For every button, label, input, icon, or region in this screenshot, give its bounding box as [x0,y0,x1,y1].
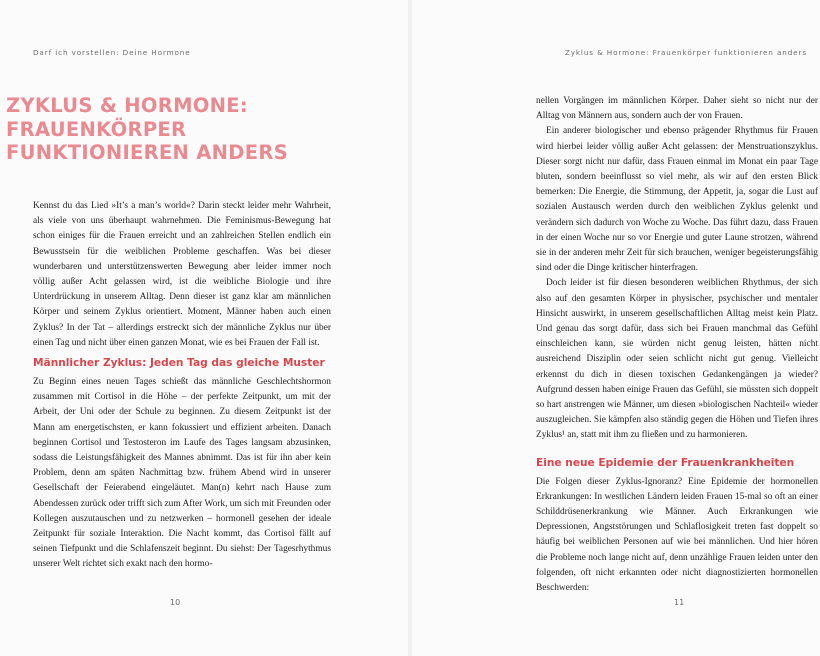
chapter-title-line: FRAUENKÖRPER [6,117,187,141]
rhythm-paragraph: Doch leider ist für diesen besonderen weiblichen Rhythmus, der sich also auf den gesamten Körper in physischer, psychischer und mentaler Hinsicht auswirkt, in unserem gesellschaftlichen Alltag meist kein Platz. Und genau das sorgt dafür, dass sich bei Frauen manchmal das Gefühl einschleichen kann, sie würden nicht genug leisten, hätten nicht ausreichend Disziplin oder seien schlicht nicht gut genug. Vielleicht erkennst du dich in diesen toxischen Gedankengängen ja wieder? Aufgrund dessen haben einige Frauen das Gefühl, sie müssten sich doppelt so hart anstrengen wie Männer, um diesen »biologischen Nachteil« wieder auszugleichen. Sie kämpfen also ständig gegen die Höhen und Tiefen ihres Zyklus¹ an, statt mit ihm zu fließen und zu harmonieren. [536,278,818,441]
right-text-column [536,94,818,596]
chapter-title [6,94,288,165]
section-heading-epidemic: Eine neue Epidemie der Frauenkrankheiten [536,456,795,469]
chapter-title-line: ZYKLUS & HORMONE: [6,94,248,117]
left-page [0,0,408,656]
left-text-column [33,199,331,573]
closing-paragraph: Die Folgen dieser Zyklus-Ignoranz? Eine Epidemie der hormonellen Erkrankungen: In westlichen Ländern leiden Frauen 15-mal so oft an einer Schilddrüsenerkrankung wie Männer. Auch Erkrankungen wie Depressionen, Angststörungen und Schlaflosigkeit treten fast doppelt so häufig bei weiblichen Personen auf wie bei männlichen. Und hier hören die Probleme noch lange nicht auf, denn unzählige Frauen leiden unter den folgenden, oft nicht erkannten oder nicht diagnostizierten hormonellen Beschwerden: [536,476,818,594]
page-number-right: 11 [674,598,685,607]
right-page [412,0,820,656]
body-paragraph: Zu Beginn eines neuen Tages schießt das männliche Geschlechtshormon zusammen mit Cortisol in die Höhe – der perfekte Zeitpunkt, um mit der Arbeit, der Uni oder der Schule zu beginnen. Zu diesem Zeitpunkt ist der Mann am energetischsten, er kann fokussiert und effizient arbeiten. Danach beginnen Cortisol und Testosteron im Laufe des Tages langsam abzusinken, sodass die Leistungsfähigkeit des Mannes abnimmt. Das ist für ihn aber kein Problem, denn am späten Nachmittag bzw. frühem Abend wird in unserer Gesellschaft der Feierabend eingeläutet. Man(n) kehrt nach Hause zum Abendessen zurück oder trifft sich zum After Work, um sich mit Freunden oder Kollegen auszutauschen und zu netzwerken – hormonell gesehen der ideale Zeitpunkt für soziale Interaktion. Die Nacht kommt, das Cortisol fällt auf seinen Tiefpunkt und die Schlafenszeit beginnt. Du siehst: Der Tagesrhythmus unserer Welt richtet sich exakt nach den hormo- [33,377,331,570]
continued-paragraph: nellen Vorgängen im männlichen Körper. Daher sieht so nicht nur der Alltag von Männern aus, sondern auch der von Frauen. [536,96,818,122]
intro-paragraph: Kennst du das Lied »It’s a man’s world«? Darin steckt leider mehr Wahrheit, als viele von uns überhaupt wahrnehmen. Die Feminismus-Bewegung hat schon einiges für die Frauen erreicht und an zahlreichen Stellen endlich ein Bewusstsein für die weiblichen Probleme geschaffen. Was bei dieser wunderbaren und unterstützenswerten Bewegung aber leider immer noch völlig außer Acht gelassen wird, ist die weibliche Biologie und ihre Unterdrückung in unserem Alltag. Denn dieser ist ganz klar am männlichen Körper und seinem Zyklus orientiert. Moment, Männer haben auch einen Zyklus? In der Tat – allerdings erstreckt sich der männliche Zyklus nur über einen Tag und nicht über einen ganzen Monat, wie es bei Frauen der Fall ist. [33,201,331,348]
running-head-left: Darf ich vorstellen: Deine Hormone [33,48,191,57]
page-number-left: 10 [170,598,181,607]
menstrual-cycle-paragraph: Ein anderer biologischer und ebenso prägender Rhythmus für Frauen wird hierbei leider völlig außer Acht gelassen: der Menstruationszyklus. Dieser sorgt nicht nur dafür, dass Frauen einmal im Monat ein paar Tage bluten, sondern beeinflusst so viel mehr, als wir auf den ersten Blick bemerken: Die Energie, die Stimmung, der Appetit, ja, sogar die Lust auf sozialen Austausch werden durch den weiblichen Zyklus gelenkt und verändern sich dadurch von Woche zu Woche. Das führt dazu, dass Frauen in der einen Woche nur so vor Energie und guter Laune strotzen, während sie in der anderen mehr Zeit für sich brauchen, weniger begeisterungsfähig sind oder die Dinge kritischer hinterfragen. [536,126,818,274]
running-head-right: Zyklus & Hormone: Frauenkörper funktionieren anders [564,48,807,57]
section-heading-male-cycle: Männlicher Zyklus: Jeden Tag das gleiche Muster [33,357,325,370]
chapter-title-line: FUNKTIONIEREN ANDERS [6,141,289,164]
